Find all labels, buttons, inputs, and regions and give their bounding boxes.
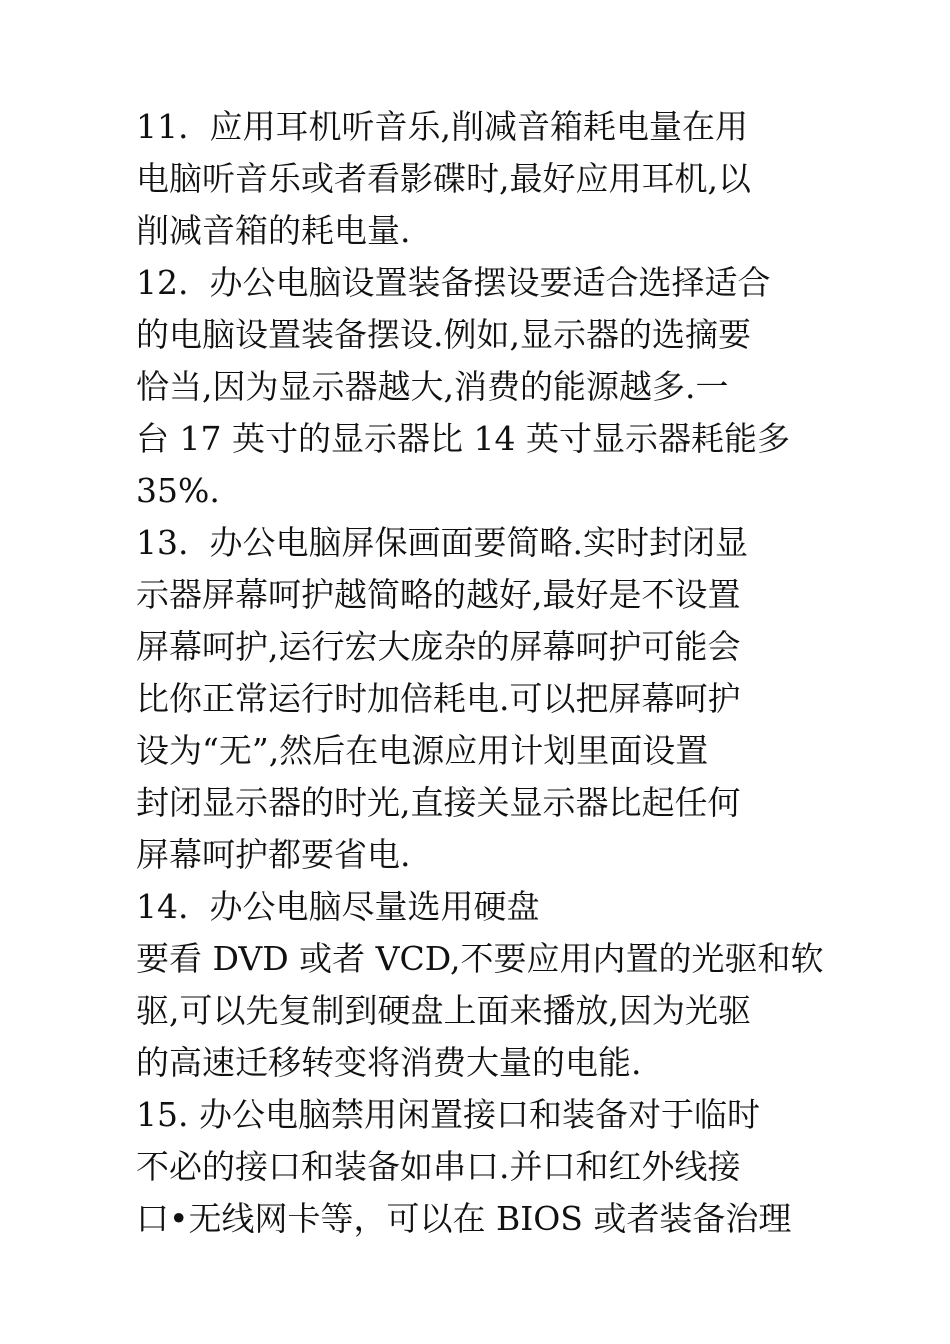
text-line: 比你正常运行时加倍耗电.可以把屏幕呵护 — [136, 679, 741, 718]
text-line: 台 17 英寸的显示器比 14 英寸显示器耗能多 — [136, 419, 790, 458]
text-line: 削减音箱的耗电量. — [136, 211, 411, 250]
text-line: 11. 应用耳机听音乐,削减音箱耗电量在用 — [136, 107, 748, 146]
text-line: 示器屏幕呵护越简略的越好,最好是不设置 — [136, 575, 741, 614]
text-line: 屏幕呵护,运行宏大庞杂的屏幕呵护可能会 — [136, 627, 741, 666]
text-line: 12. 办公电脑设置装备摆设要适合选择适合 — [136, 263, 771, 302]
text-line: 驱,可以先复制到硬盘上面来播放,因为光驱 — [136, 991, 751, 1030]
text-line: 的电脑设置装备摆设.例如,显示器的选摘要 — [136, 315, 751, 354]
text-line: 电脑听音乐或者看影碟时,最好应用耳机,以 — [136, 159, 751, 198]
text-line: 13. 办公电脑屏保画面要简略.实时封闭显 — [136, 523, 748, 562]
text-line: 14. 办公电脑尽量选用硬盘 — [136, 887, 540, 926]
text-line: 的高速迁移转变将消费大量的电能. — [136, 1043, 642, 1082]
text-line: 要看 DVD 或者 VCD,不要应用内置的光驱和软 — [136, 939, 824, 978]
text-line: 口•无线网卡等，可以在 BIOS 或者装备治理 — [136, 1199, 792, 1238]
text-line: 15. 办公电脑禁用闲置接口和装备对于临时 — [136, 1095, 760, 1134]
document-body — [136, 101, 824, 1245]
text-line: 不必的接口和装备如串口.并口和红外线接 — [136, 1147, 741, 1186]
text-line: 封闭显示器的时光,直接关显示器比起任何 — [136, 783, 741, 822]
text-line: 设为“无”,然后在电源应用计划里面设置 — [136, 731, 709, 770]
text-line: 恰当,因为显示器越大,消费的能源越多.一 — [136, 367, 729, 406]
text-line: 屏幕呵护都要省电. — [136, 835, 411, 874]
text-line: 35%. — [136, 471, 220, 510]
